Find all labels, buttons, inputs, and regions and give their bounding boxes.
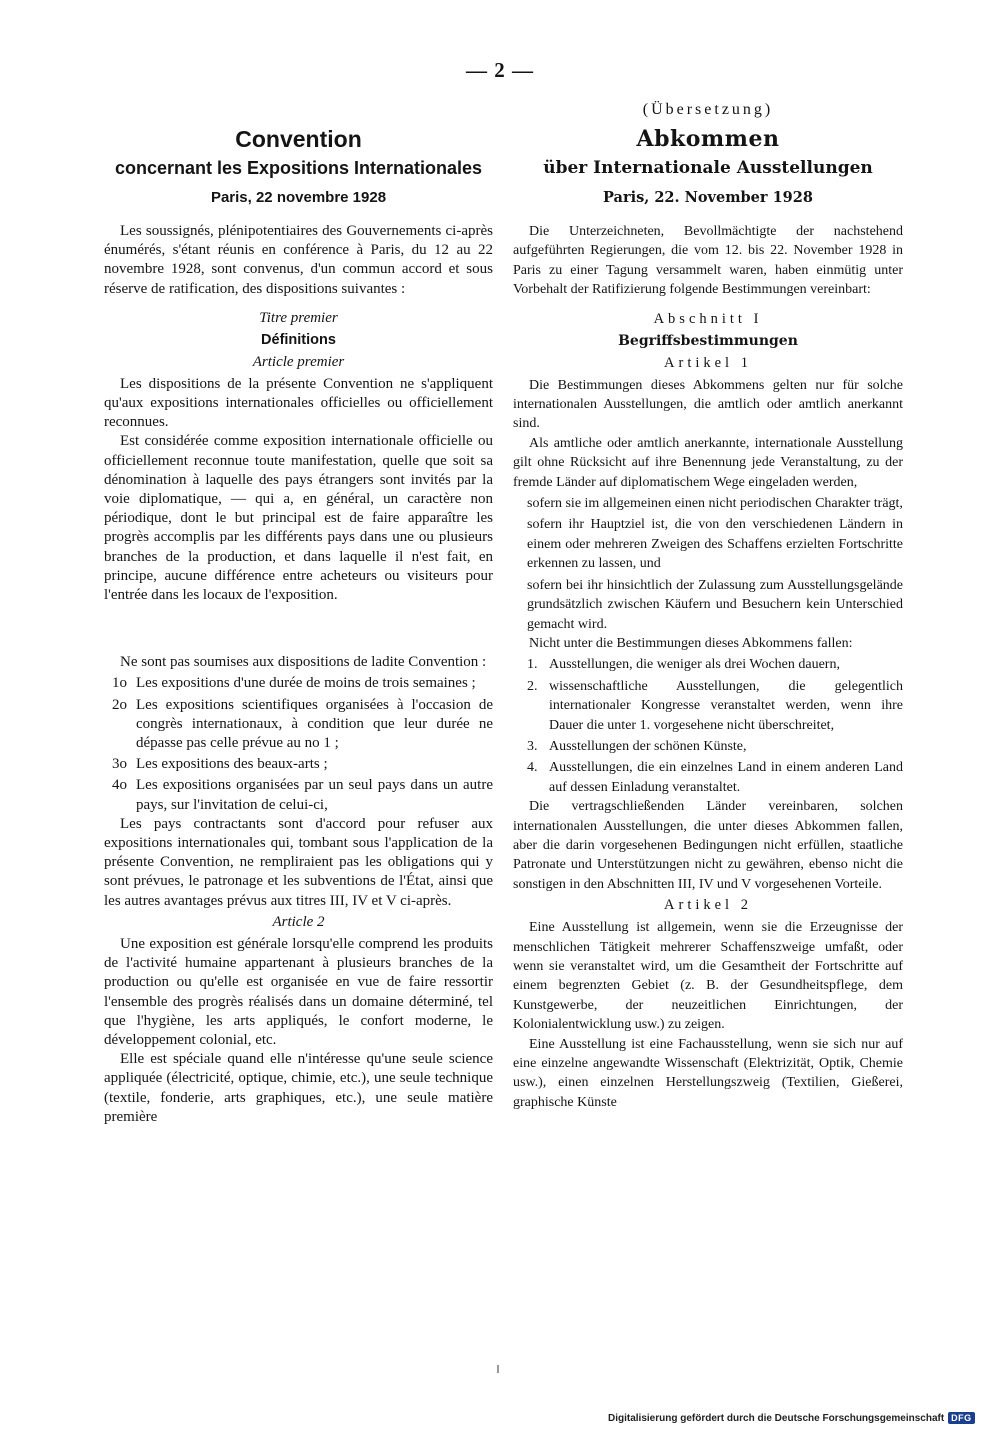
french-item-text: Les expositions scientifiques organisées à l'occasion de congrès internationaux, à condition que leur durée ne dépasse pas celle prévue au no 1 ; <box>136 696 493 752</box>
german-list-item <box>527 758 903 797</box>
german-title: Abkommen <box>636 126 780 152</box>
german-section1-heading: Begriffsbestimmungen <box>618 332 798 349</box>
french-art2-p1: Une exposition est générale lorsqu'elle comprend les produits de l'activité humaine appartenant à plusieurs branches de la production ou qu'elle est organisée en vue de faire ressortir l'ensemble des progrès réalisés dans un domaine déterminé, tel que l'hygiène, les arts appliqués, le confort moderne, le développement colonial, etc. <box>104 935 493 1048</box>
german-art2-p1: Eine Ausstellung ist allgemein, wenn sie die Erzeugnisse der menschlichen Tätigkeit mehrerer Schaffenszweige umfaßt, oder wenn sie veranstaltet wird, um die Gesamtheit der Fortschritte auf einem begrenzten Gebiet (z. B. der Gesundheitspflege, dem Kunstgewerbe, der neuzeitlichen Einrichtungen, der Kolonialentwicklung usw.) zu zeigen. <box>513 920 903 1033</box>
french-item-text: Les expositions des beaux-arts ; <box>136 756 328 773</box>
french-item-text: Les expositions organisées par un seul pays dans un autre pays, sur l'invitation de celui-ci, <box>136 777 493 813</box>
footer-text: Digitalisierung gefördert durch die Deutsche Forschungsgemeinschaft <box>608 1412 945 1424</box>
french-title: Convention <box>235 126 362 152</box>
french-art2-p2: Elle est spéciale quand elle n'intéresse qu'une seule science appliquée (électricité, optique, chimie, etc.), une seule technique (textile, fonderie, arts graphiques, etc.), une seule matière première <box>104 1051 493 1125</box>
french-date: Paris, 22 novembre 1928 <box>210 189 387 206</box>
german-condition <box>527 576 903 634</box>
german-condition-text: sofern ihr Hauptziel ist, die von den verschiedenen Ländern in einem oder mehreren Zweigen des Schaffens erzielten Fortschritte erkennen zu lassen, und <box>527 517 903 572</box>
german-item-text: Ausstellungen, die weniger als drei Wochen dauern, <box>549 657 840 673</box>
german-item-num: 4. <box>527 760 538 776</box>
german-art1-p2: Als amtliche oder amtlich anerkannte, internationale Ausstellung gilt ohne Rücksicht auf ihre Benennung jede Veranstaltung, zu der fremde Länder auf diplomatischem Wege eingeladen werden, <box>513 435 903 490</box>
german-art2-p2: Eine Ausstellung ist eine Fachausstellung, wenn sie sich nur auf eine einzelne angewandte Wissenschaft (Elektrizität, Optik, Chemie usw.), einen einzelnen Herstellungszweig (Textilien, Gießerei, graphische Künste <box>513 1036 903 1110</box>
german-preamble: Die Unterzeichneten, Bevollmächtigte der nachstehend aufgeführten Regierungen, die vom 12. bis 22. November 1928 in Paris zu einer Tagung versammelt waren, haben einmütig unter Vorbehalt der Ratifizierung folgende Bestimmungen vereinbart: <box>513 224 903 298</box>
german-list-item <box>527 677 903 735</box>
german-art1-p4: Die vertragschließenden Länder vereinbaren, solchen internationalen Ausstellungen, die unter dieses Abkommen fallen, aber die darin vorgesehenen Bedingungen nicht erfüllen, staatliche Patronate und Unterstützungen nicht zu gewähren, ebenso nicht die sonstigen in den Abschnitten III, IV und V vorgesehenen Vorteile. <box>513 799 903 892</box>
french-article1: Article premier <box>252 353 345 370</box>
french-art1-p3: Ne sont pas soumises aux dispositions de ladite Convention : <box>120 654 487 671</box>
page-number: — 2 — <box>466 58 534 82</box>
french-item-num: 1o <box>112 675 127 692</box>
french-list-item <box>112 674 493 693</box>
german-item-num: 3. <box>527 738 538 754</box>
german-subtitle: über Internationale Ausstellungen <box>543 158 873 178</box>
german-condition-text: sofern sie im allgemeinen einen nicht periodischen Charakter trägt, <box>527 496 903 512</box>
german-art1-p3: Nicht unter die Bestimmungen dieses Abkommens fallen: <box>529 635 853 651</box>
german-translation-note: (Übersetzung) <box>642 101 774 118</box>
german-article1: Artikel 1 <box>664 354 752 371</box>
german-item-text: wissenschaftliche Ausstellungen, die gelegentlich internationaler Kongresse veranstaltet werden, wenn ihre Dauer die unter 1. vorgesehene nicht überschreitet, <box>549 678 903 733</box>
french-item-text: Les expositions d'une durée de moins de trois semaines ; <box>136 675 476 692</box>
french-subtitle: concernant les Expositions Internationales <box>114 158 483 178</box>
french-list-item <box>112 696 493 754</box>
french-item-num: 4o <box>112 777 127 794</box>
french-art1-p1: Les dispositions de la présente Convention ne s'appliquent qu'aux expositions internationales officielles ou officiellement reconnues. <box>104 375 493 431</box>
french-list-item <box>112 755 493 774</box>
french-article2: Article 2 <box>272 913 325 930</box>
dfg-footer <box>608 1412 998 1424</box>
german-art1-p1: Die Bestimmungen dieses Abkommens gelten nur für solche internationalen Ausstellungen, die amtlich oder amtlich anerkannt sind. <box>513 377 903 432</box>
french-art1-p4: Les pays contractants sont d'accord pour refuser aux expositions internationales qui, tombant sous l'application de la présente Convention, ne rempliraient pas les obligations qui y sont prévues, le patronage et les subventions de l'État, ainsi que les autres avantages prévus aux titres III, IV et V ci-après. <box>104 815 493 909</box>
german-condition <box>527 515 903 573</box>
french-title1: Titre premier <box>259 309 338 326</box>
french-art1-p2: Est considérée comme exposition internationale officielle ou officiellement reconnue toute manifestation, quelle que soit sa dénomination à laquelle des pays étrangers sont invités par la voie diplomatique, — qui a, en général, un caractère non périodique, dont le but principal est de faire apparaître les progrès accomplis par les différents pays dans une ou plusieurs branches de la production, et dans laquelle il n'est fait, en principe, aucune différence entre acheteurs ou visiteurs pour l'entrée dans les locaux de l'exposition. <box>104 433 493 604</box>
french-item-num: 3o <box>112 756 127 773</box>
german-article2: Artikel 2 <box>664 897 752 914</box>
center-mark <box>497 1365 499 1373</box>
french-list-item <box>112 776 493 814</box>
german-condition <box>527 494 903 513</box>
german-item-text: Ausstellungen der schönen Künste, <box>549 738 747 754</box>
german-item-num: 2. <box>527 678 538 694</box>
french-item-num: 2o <box>112 696 127 713</box>
french-column <box>104 96 493 1127</box>
german-column <box>513 96 903 1112</box>
dfg-logo-badge: DFG <box>948 1412 975 1424</box>
french-preamble: Les soussignés, plénipotentiaires des Gouvernements ci-après énumérés, s'étant réunis en conférence à Paris, du 12 au 22 novembre 1928, sont convenus, d'un commun accord et sous réserve de ratification, des dispositions suivantes : <box>104 223 493 297</box>
german-section1: Abschnitt I <box>653 310 763 327</box>
german-item-num: 1. <box>527 657 538 673</box>
german-date: Paris, 22. November 1928 <box>603 189 813 206</box>
german-condition-text: sofern bei ihr hinsichtlich der Zulassung zum Ausstellungsgelände grundsätzlich zwischen Käufern und Besuchern kein Unterschied gemacht wird. <box>527 577 903 632</box>
german-list-item <box>527 655 903 674</box>
german-list-item <box>527 737 903 756</box>
french-title1-heading: Définitions <box>261 331 336 348</box>
german-item-text: Ausstellungen, die ein einzelnes Land in einem anderen Land auf dessen Einladung veranstaltet. <box>549 760 903 795</box>
